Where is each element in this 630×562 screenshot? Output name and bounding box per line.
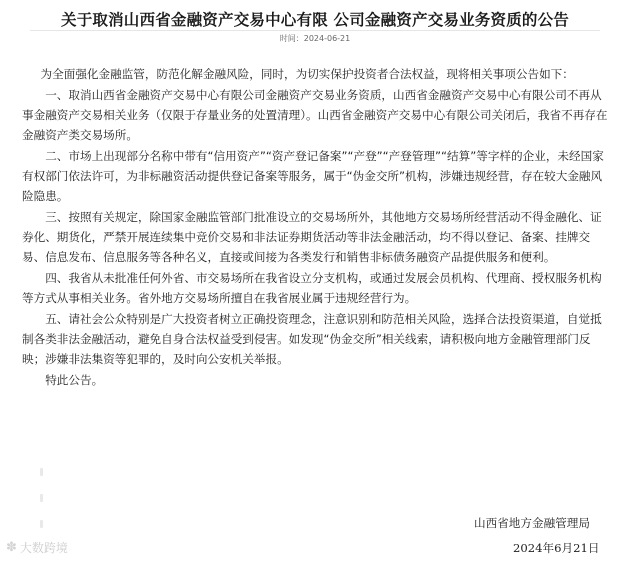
signature-organization: 山西省地方金融管理局 — [474, 516, 590, 530]
watermark-text: 大数跨境 — [19, 541, 68, 555]
title-divider — [30, 30, 600, 31]
clause-1-paragraph: 一、取消山西省金融资产交易中心有限公司金融资产交易业务资质，山西省金融资产交易中心有限公司不再从事金融资产交易相关业务（仅限于存量业务的处置清理）。山西省金融资产交易中心有限公司关闭后，我省不再存在金融资产类交易场所。 — [22, 88, 608, 142]
ink-mark — [40, 468, 43, 476]
clause-5-paragraph: 五、请社会公众特别是广大投资者树立正确投资理念，注意识别和防范相关风险，选择合法投资渠道，自觉抵制各类非法金融活动，避免自身合法权益受到侵害。如发现“伪金交所”相关线索，请积极向地方金融管理部门反映；涉嫌非法集资等犯罪的，及时向公安机关举报。 — [22, 312, 602, 366]
publish-time: 时间：2024-06-21 — [279, 34, 351, 43]
clause-2-paragraph: 二、市场上出现部分名称中带有“信用资产”“资产登记备案”“产登”“产登管理”“结算”等字样的企业，未经国家有权部门依法许可，为非标融资活动提供登记备案等服务，属于“伪金交所”机构，涉嫌违规经营，存在较大金融风险隐患。 — [22, 149, 604, 203]
page-title: 关于取消山西省金融资产交易中心有限 公司金融资产交易业务资质的公告 — [61, 11, 569, 29]
signature-date: 2024年6月21日 — [513, 541, 600, 555]
closing-paragraph: 特此公告。 — [45, 373, 104, 387]
clause-4-paragraph: 四、我省从未批准任何外省、市交易场所在我省设立分支机构，或通过发展会员机构、代理商、授权服务机构等方式从事相关业务。省外地方交易场所擅自在我省展业属于违规经营行为。 — [22, 271, 602, 305]
ink-mark — [40, 494, 43, 502]
intro-paragraph: 为全面强化金融监管，防范化解金融风险，同时，为切实保护投资者合法权益，现将相关事项公告如下： — [40, 67, 574, 81]
ink-mark — [40, 520, 43, 528]
logo-mark-icon: ✽ — [6, 540, 17, 555]
announcement-body — [22, 64, 610, 391]
watermark — [6, 539, 68, 556]
clause-3-paragraph: 三、按照有关规定，除国家金融监管部门批准设立的交易场所外，其他地方交易场所经营活动不得金融化、证券化、期货化，严禁开展连续集中竞价交易和非法证券期货活动等非法金融活动，均不得以登记、备案、挂牌交易、信息发布、信息服务等各种名义，直接或间接为各类发行和销售非标债务融资产品提供服务和便利。 — [22, 210, 602, 264]
